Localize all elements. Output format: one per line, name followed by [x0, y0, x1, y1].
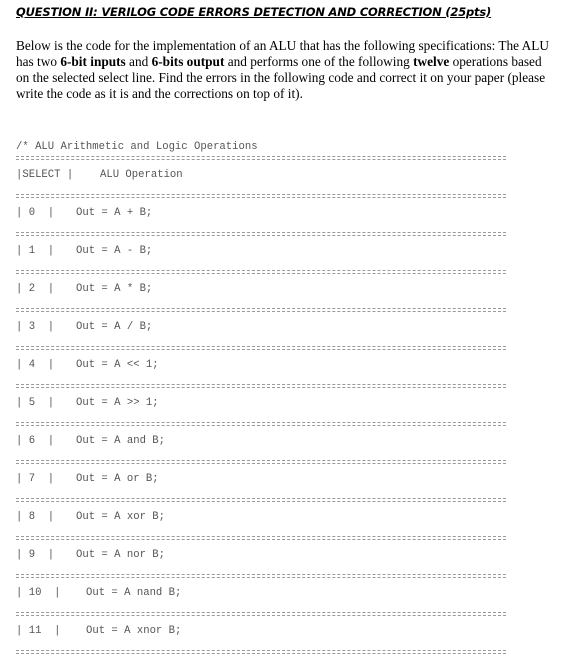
row-select: | 8 | [16, 511, 55, 523]
question-heading: QUESTION II: VERILOG CODE ERRORS DETECTION AND CORRECTION (25pts) [16, 5, 492, 19]
row-select: | 0 | [16, 207, 55, 219]
question-description [16, 38, 556, 102]
row-operation: Out = A xnor B; [86, 625, 182, 637]
intro-bold-inputs: 6-bit inputs [60, 54, 126, 69]
code-row [16, 198, 506, 230]
row-select: | 3 | [16, 321, 55, 333]
code-row [16, 426, 506, 458]
row-operation: Out = A << 1; [76, 359, 159, 371]
row-operation: Out = A + B; [76, 207, 153, 219]
row-operation: Out = A nor B; [76, 549, 166, 561]
code-divider [16, 650, 506, 654]
row-select: | 2 | [16, 283, 55, 295]
code-row [16, 388, 506, 420]
intro-text-4: operations based on the selected select line. Find the errors in the following code and correct it on your paper (please write the code as it is and the corrections on top of it). [16, 54, 546, 101]
row-select: | 4 | [16, 359, 55, 371]
code-comment: /* ALU Arithmetic and Logic Operations [16, 141, 258, 153]
code-row [16, 616, 506, 648]
row-select: | 10 | [16, 587, 61, 599]
row-operation: Out = A xor B; [76, 511, 166, 523]
code-row [16, 540, 506, 572]
row-operation: Out = A and B; [76, 435, 166, 447]
code-row [16, 312, 506, 344]
row-select: | 9 | [16, 549, 55, 561]
code-header-row [16, 160, 506, 192]
header-select-label: |SELECT | [16, 169, 74, 181]
code-row [16, 274, 506, 306]
code-row [16, 464, 506, 496]
row-select: | 5 | [16, 397, 55, 409]
row-select: | 11 | [16, 625, 61, 637]
row-select: | 6 | [16, 435, 55, 447]
row-select: | 1 | [16, 245, 55, 257]
row-select: | 7 | [16, 473, 55, 485]
code-row [16, 578, 506, 610]
intro-bold-output: 6-bits output [151, 54, 225, 69]
row-operation: Out = A or B; [76, 473, 159, 485]
row-operation: Out = A / B; [76, 321, 153, 333]
intro-text-3: and performs one of the following [224, 54, 414, 69]
code-row [16, 236, 506, 268]
row-operation: Out = A >> 1; [76, 397, 159, 409]
row-operation: Out = A nand B; [86, 587, 182, 599]
intro-text-2: and [125, 54, 152, 69]
intro-text-1: Below is the code for the implementation of an ALU that has the following specifications: The ALU has two [16, 38, 549, 69]
row-operation: Out = A - B; [76, 245, 153, 257]
code-row [16, 350, 506, 382]
code-block [16, 140, 506, 654]
row-operation: Out = A * B; [76, 283, 153, 295]
header-operation-label: ALU Operation [100, 169, 183, 181]
code-row [16, 502, 506, 534]
intro-bold-count: twelve [413, 54, 450, 69]
